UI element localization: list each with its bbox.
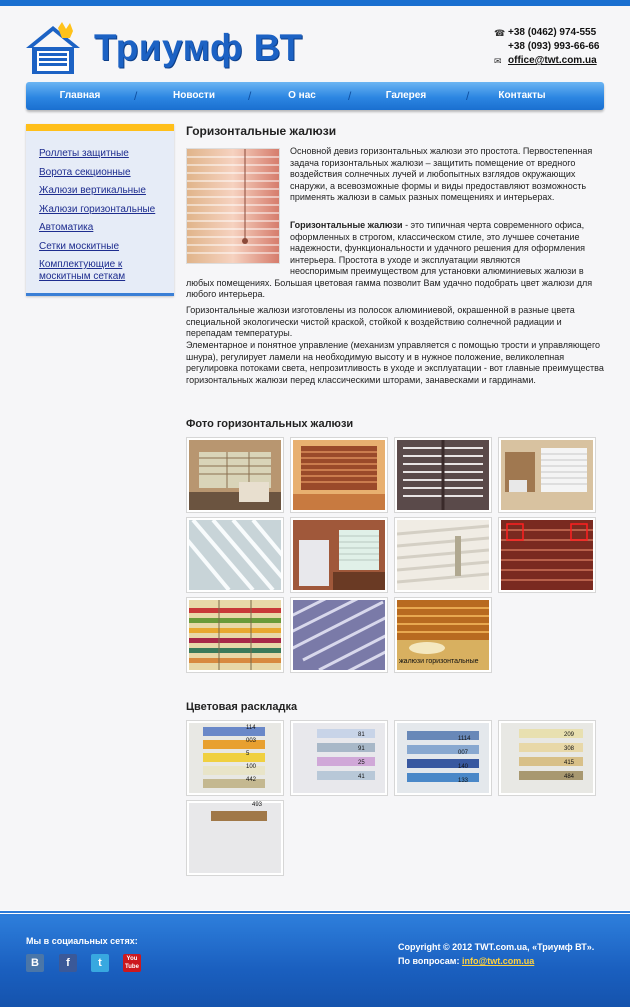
intro-blinds-image: [186, 148, 280, 264]
photo-thumb[interactable]: [186, 597, 284, 673]
photo-thumb[interactable]: [498, 517, 596, 593]
photo-caption: жалюзи горизонтальные: [399, 658, 479, 665]
twitter-icon[interactable]: t: [91, 954, 109, 972]
footer-copyright-block: [398, 940, 594, 968]
nav-separator: /: [134, 89, 138, 103]
nav-separator: /: [348, 89, 352, 103]
envelope-icon: ✉: [494, 56, 502, 66]
photo-thumb[interactable]: [394, 437, 492, 513]
social-title: Мы в социальных сетях:: [26, 936, 138, 946]
color-swatch-card[interactable]: [186, 720, 284, 796]
phone-icon: ☎: [494, 28, 506, 38]
photo-thumb[interactable]: [290, 437, 388, 513]
swatch-numbers: 493: [252, 802, 263, 808]
photo-thumb[interactable]: [186, 437, 284, 513]
nav-item-about[interactable]: О нас: [288, 90, 316, 101]
questions-label: По вопросам:: [398, 956, 462, 966]
vk-icon[interactable]: B: [26, 954, 44, 972]
sidebar-item-horizontal-blinds[interactable]: Жалюзи горизонтальные: [39, 204, 156, 215]
intro-paragraph-2b: неоспоримым преимуществом для установки алюминиевых жалюзи в любых помещениях. Большая цветовая гамма позволит Вам удачно подобрать цвет жалюзи для любого интерьера.: [186, 266, 593, 299]
house-logo-icon: [24, 20, 82, 76]
logo-text: Триумф ВТ: [94, 27, 303, 68]
intro-bold-term: Горизонтальные жалюзи: [290, 220, 403, 230]
sidebar-item-rollets[interactable]: Роллеты защитные: [39, 148, 129, 159]
page-title: Горизонтальные жалюзи: [186, 124, 337, 138]
phone-2: +38 (093) 993-66-66: [508, 41, 600, 52]
swatch-numbers: 114 003 5 100 442: [246, 725, 257, 783]
photo-thumb[interactable]: [290, 597, 388, 673]
nav-item-gallery[interactable]: Галерея: [385, 90, 427, 101]
header-email-link[interactable]: office@twt.com.ua: [508, 55, 597, 66]
contacts: [494, 26, 624, 68]
footer-stripe: [0, 910, 630, 916]
color-swatch-card[interactable]: [394, 720, 492, 796]
color-swatch-card[interactable]: [290, 720, 388, 796]
nav-item-contacts[interactable]: Контакты: [498, 90, 546, 101]
body-paragraph-4: Элементарное и понятное управление (механизм управляется с помощью трости и управляющего шнура), регулирует ламели на необходимую высоту и в нужное положение, великолепная регулировка потоками света, непрозитливость в уходе и эксплуатации - вот главные преимущества горизонтальных жалюзи перед классическими шторами, занавесками и гардинами.: [186, 340, 604, 385]
color-swatch-card[interactable]: [186, 800, 284, 876]
intro-paragraph-1: Основной девиз горизонтальных жалюзи это простота. Первостепенная задача горизонтальных жалюзи – защитить помещение от вредного воздействия солнечных лучей и любопытных взглядов окружающих снаружи, а всевозможные формы и виды предоставляют возможность применять жалюзи в самых разных помещениях и интерьерах.: [290, 146, 593, 202]
photo-thumb[interactable]: [394, 597, 492, 673]
nav-separator: /: [248, 89, 252, 103]
sidebar-item-gates[interactable]: Ворота секционные: [39, 167, 131, 178]
sidebar-menu: [26, 124, 174, 296]
logo[interactable]: [24, 16, 303, 76]
intro-paragraph-2a: [290, 220, 604, 266]
phone-1: +38 (0462) 974-555: [508, 27, 597, 38]
main-nav: [26, 82, 604, 110]
nav-item-news[interactable]: Новости: [173, 90, 215, 101]
youtube-icon[interactable]: You Tube: [123, 954, 141, 972]
sidebar-item-net-accessories[interactable]: Комплектующие к москитным сеткам: [39, 259, 126, 282]
footer-email-link[interactable]: info@twt.com.ua: [461, 956, 535, 966]
photo-thumb[interactable]: [498, 437, 596, 513]
colors-section-title: Цветовая раскладка: [186, 701, 298, 713]
body-paragraph-3: Горизонтальные жалюзи изготовлены из полосок алюминиевой, окрашенной в разные цвета специальной экологически чистой краской, стойкой к воздействию солнечной радиации и перепадам температуры.: [186, 305, 575, 338]
photo-thumb[interactable]: [290, 517, 388, 593]
copyright-text: Copyright © 2012 TWT.com.ua, «Триумф ВТ».: [398, 942, 595, 952]
nav-separator: /: [466, 89, 470, 103]
swatch-numbers: 1114 007 140 133: [458, 736, 471, 784]
photo-thumb[interactable]: [394, 517, 492, 593]
swatch-numbers: 81 91 25 41: [358, 732, 365, 780]
sidebar-item-automation[interactable]: Автоматика: [39, 222, 94, 233]
intro-paragraph-2a-text: - это типичная черта современного офиса, оформленных в строгом, классическом стиле, это лучшее сочетание надежности, функциональности и удачного решения для оформления интерьера. Простота в уходе и эксплуатации являются: [290, 220, 585, 265]
header: [0, 6, 630, 80]
photos-section-title: Фото горизонтальных жалюзи: [186, 418, 354, 430]
nav-item-home[interactable]: Главная: [59, 90, 101, 101]
facebook-icon[interactable]: f: [59, 954, 77, 972]
swatch-numbers: 209 308 415 484: [564, 732, 575, 780]
photo-thumb[interactable]: [186, 517, 284, 593]
color-swatch-card[interactable]: [498, 720, 596, 796]
sidebar-item-vertical-blinds[interactable]: Жалюзи вертикальные: [39, 185, 146, 196]
sidebar-item-mosquito-nets[interactable]: Сетки москитные: [39, 241, 120, 252]
